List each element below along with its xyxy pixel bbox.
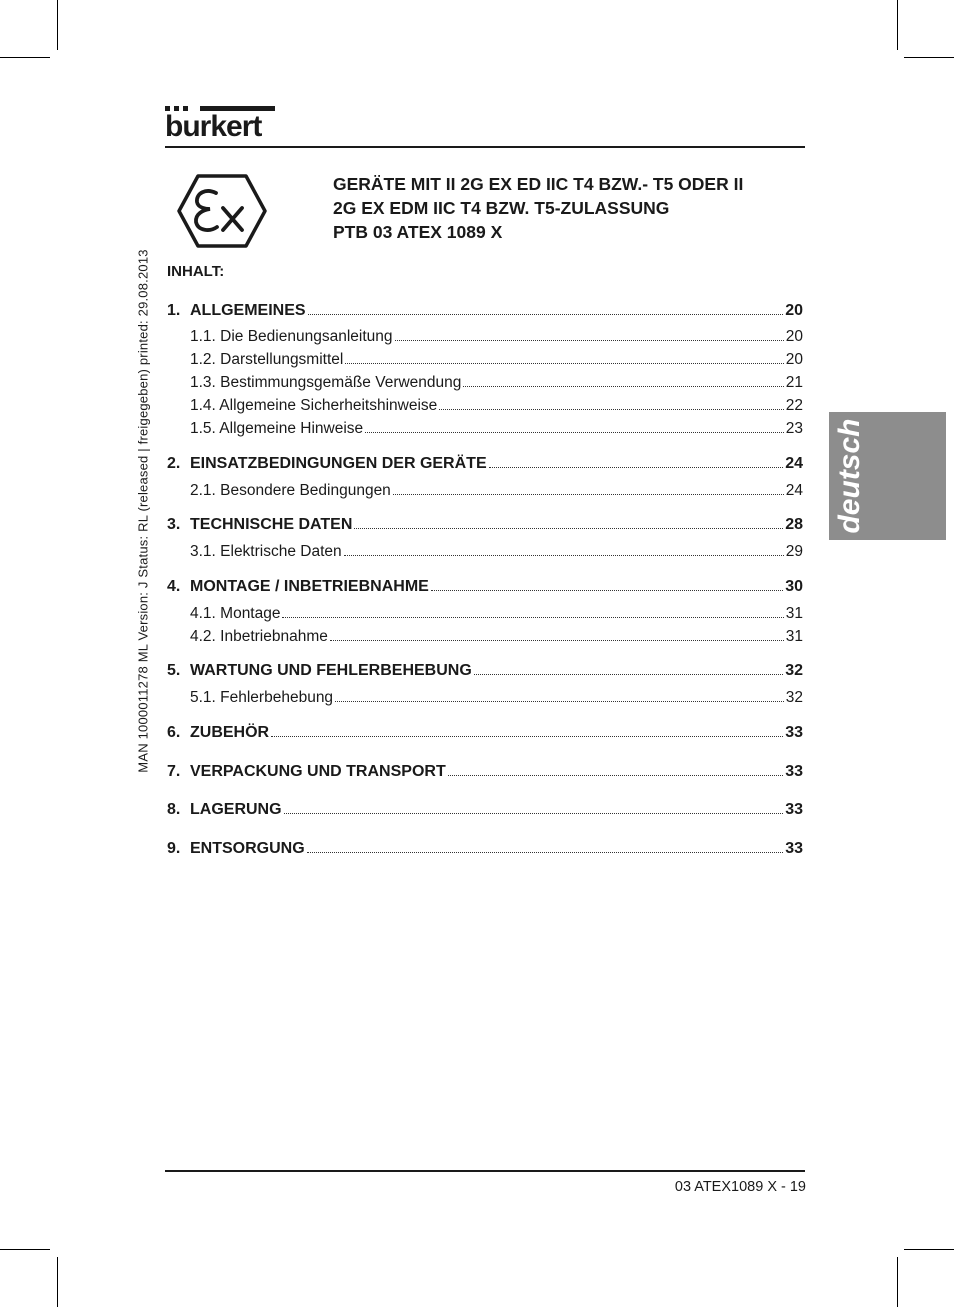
toc-page-number: 33	[785, 801, 803, 818]
toc-title: ENTSORGUNG	[190, 840, 305, 857]
toc-number: 9.	[167, 840, 181, 857]
language-tab-label: deutsch	[833, 418, 866, 534]
toc-leader	[431, 589, 783, 591]
toc-leader	[344, 554, 784, 556]
toc-entry[interactable]	[167, 302, 803, 320]
toc-page-number: 33	[785, 763, 803, 780]
crop-mark	[0, 1249, 50, 1250]
toc-entry[interactable]	[167, 328, 803, 346]
brand-logo	[165, 106, 275, 142]
toc-title: 1.3. Bestimmungsgemäße Verwendung	[190, 374, 462, 391]
toc-entry[interactable]	[167, 689, 803, 707]
toc-number: 6.	[167, 724, 181, 741]
toc-entry[interactable]	[167, 662, 803, 680]
toc-page-number: 28	[785, 516, 803, 533]
crop-mark	[904, 57, 954, 58]
toc-entry[interactable]	[167, 482, 803, 500]
toc-number: 7.	[167, 763, 181, 780]
toc-leader	[308, 313, 784, 315]
contents-heading: INHALT:	[167, 263, 225, 280]
toc-entry[interactable]	[167, 605, 803, 623]
crop-mark	[904, 1249, 954, 1250]
title-line: PTB 03 ATEX 1089 X	[333, 222, 503, 242]
toc-entry[interactable]	[167, 455, 803, 473]
toc-leader	[393, 493, 784, 495]
toc-page-number: 21	[785, 374, 803, 391]
footer-page-ref: 03 ATEX1089 X - 19	[674, 1179, 806, 1195]
toc-title: 3.1. Elektrische Daten	[190, 543, 342, 560]
toc-entry[interactable]	[167, 351, 803, 369]
toc-title: EINSATZBEDINGUNGEN DER GERÄTE	[190, 455, 487, 472]
toc-number: 5.	[167, 662, 181, 679]
toc-title: 1.4. Allgemeine Sicherheitshinweise	[190, 397, 438, 414]
toc-entry[interactable]	[167, 628, 803, 646]
toc-leader	[448, 774, 783, 776]
toc-title: ZUBEHÖR	[190, 724, 270, 741]
toc-page-number: 20	[785, 328, 803, 345]
toc-title: MONTAGE / INBETRIEBNAHME	[190, 578, 429, 595]
toc-page-number: 24	[785, 482, 803, 499]
toc-number: 3.	[167, 516, 181, 533]
toc-leader	[307, 851, 784, 853]
toc-leader	[330, 639, 784, 641]
toc-number: 4.	[167, 578, 181, 595]
toc-entry[interactable]	[167, 578, 803, 596]
footer-rule	[165, 1170, 805, 1172]
toc-title: LAGERUNG	[190, 801, 282, 818]
crop-mark	[57, 0, 58, 50]
logo-text: burkert	[165, 110, 262, 143]
toc-title: 1.2. Darstellungsmittel	[190, 351, 344, 368]
toc-entry[interactable]	[167, 420, 803, 438]
toc-page-number: 20	[785, 351, 803, 368]
toc-entry[interactable]	[167, 516, 803, 534]
crop-mark	[0, 57, 50, 58]
toc-page-number: 32	[785, 689, 803, 706]
title-line: 2G EX EDM IIC T4 BZW. T5-ZULASSUNG	[333, 198, 670, 218]
title-line: GERÄTE MIT II 2G EX ED IIC T4 BZW.- T5 ODER II	[333, 174, 744, 194]
toc-leader	[463, 385, 783, 387]
toc-leader	[489, 466, 784, 468]
toc-entry[interactable]	[167, 724, 803, 742]
toc-entry[interactable]	[167, 543, 803, 561]
ex-hexagon-icon	[176, 173, 268, 249]
toc-page-number: 31	[785, 628, 803, 645]
toc-title: 2.1. Besondere Bedingungen	[190, 482, 391, 499]
toc-page-number: 30	[785, 578, 803, 595]
toc-title: 1.5. Allgemeine Hinweise	[190, 420, 364, 437]
toc-leader	[282, 616, 783, 618]
crop-mark	[897, 1257, 898, 1307]
toc-leader	[474, 673, 783, 675]
toc-leader	[335, 700, 784, 702]
toc-page-number: 32	[785, 662, 803, 679]
toc-leader	[439, 408, 783, 410]
toc-entry[interactable]	[167, 397, 803, 415]
toc-page-number: 23	[785, 420, 803, 437]
toc-page-number: 33	[785, 840, 803, 857]
toc-number: 2.	[167, 455, 181, 472]
toc-leader	[345, 362, 783, 364]
crop-mark	[897, 0, 898, 50]
toc-page-number: 33	[785, 724, 803, 741]
toc-leader	[271, 735, 783, 737]
toc-title: 4.1. Montage	[190, 605, 281, 622]
toc-page-number: 29	[785, 543, 803, 560]
toc-entry[interactable]	[167, 801, 803, 819]
toc-title: 5.1. Fehlerbehebung	[190, 689, 334, 706]
toc-title: VERPACKUNG UND TRANSPORT	[190, 763, 446, 780]
toc-page-number: 31	[785, 605, 803, 622]
toc-entry[interactable]	[167, 840, 803, 858]
toc-title: 1.1. Die Bedienungsanleitung	[190, 328, 393, 345]
header-rule	[165, 146, 805, 148]
toc-entry[interactable]	[167, 374, 803, 392]
toc-leader	[284, 812, 784, 814]
toc-leader	[354, 527, 783, 529]
toc-leader	[365, 431, 784, 433]
toc-title: WARTUNG UND FEHLERBEHEBUNG	[190, 662, 472, 679]
toc-page-number: 24	[785, 455, 803, 472]
crop-mark	[57, 1257, 58, 1307]
document-title	[333, 172, 803, 244]
toc-leader	[395, 339, 784, 341]
document-metadata: MAN 1000011278 ML Version: J Status: RL (released | freigegeben) printed: 29.08.2013	[135, 249, 151, 773]
toc-number: 8.	[167, 801, 181, 818]
toc-entry[interactable]	[167, 763, 803, 781]
toc-page-number: 20	[785, 302, 803, 319]
toc-number: 1.	[167, 302, 181, 319]
toc-page-number: 22	[785, 397, 803, 414]
toc-title: 4.2. Inbetriebnahme	[190, 628, 328, 645]
toc-title: TECHNISCHE DATEN	[190, 516, 353, 533]
toc-title: ALLGEMEINES	[190, 302, 306, 319]
